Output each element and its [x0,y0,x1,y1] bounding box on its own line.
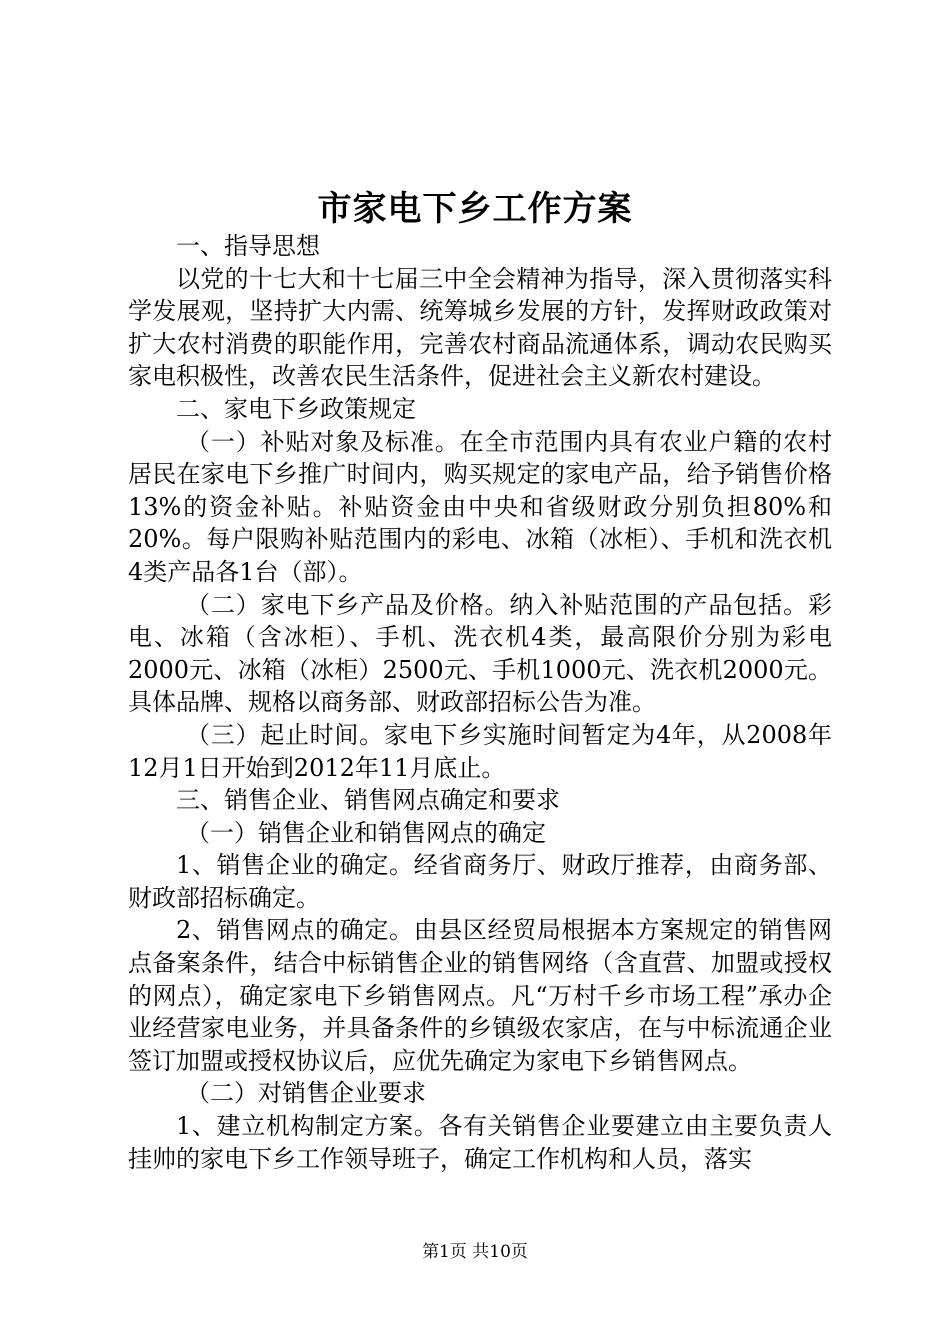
subheading-determination: （一）销售企业和销售网点的确定 [186,818,546,847]
paragraph-organization: 1、建立机构制定方案。各有关销售企业要建立由主要负责人挂帅的家电下乡工作领导班子，确定工作机构和人员，落实 [128,1112,832,1173]
paragraph-outlet-determination: 2、销售网点的确定。由县区经贸局根据本方案规定的销售网点备案条件，结合中标销售企业的销售网络（含直营、加盟或授权的网点），确定家电下乡销售网点。凡“万村千乡市场工程”承办企业经营家电业务，并具备条件的乡镇级农家店，在与中标流通企业签订加盟或授权协议后，应优先确定为家电下乡销售网点。 [128,916,832,1075]
section-heading-2: 二、家电下乡政策规定 [176,394,416,423]
section-heading-1: 一、指导思想 [176,232,320,260]
section-heading-3: 三、销售企业、销售网点确定和要求 [176,786,560,815]
paragraph-subsidy: （一）补贴对象及标准。在全市范围内具有农业户籍的农村居民在家电下乡推广时间内，购买规定的家电产品，给予销售价格13%的资金补贴。补贴资金由中央和省级财政分别负担80%和20%。每户限购补贴范围内的彩电、冰箱（冰柜）、手机和洗衣机4类产品各1台（部）。 [128,427,832,586]
paragraph-enterprise-determination: 1、销售企业的确定。经省商务厅、财政厅推荐，由商务部、财政部招标确定。 [128,851,832,912]
document-title: 市家电下乡工作方案 [317,189,633,229]
subheading-requirements: （二）对销售企业要求 [186,1079,426,1108]
paragraph-period: （三）起止时间。家电下乡实施时间暂定为4年，从2008年12月1日开始到2012年11月底止。 [128,720,832,782]
page-footer: 第1页 共10页 [422,1242,528,1262]
paragraph-products-prices: （二）家电下乡产品及价格。纳入补贴范围的产品包括。彩电、冰箱（含冰柜）、手机、洗衣机4类，最高限价分别为彩电2000元、冰箱（冰柜）2500元、手机1000元、洗衣机2000元。具体品牌、规格以商务部、财政部招标公告为准。 [128,590,832,717]
document-body [128,230,832,1175]
paragraph-guiding-thought: 以党的十七大和十七届三中全会精神为指导，深入贯彻落实科学发展观，坚持扩大内需、统筹城乡发展的方针，发挥财政政策对扩大农村消费的职能作用，完善农村商品流通体系，调动农民购买家电积极性，改善农民生活条件，促进社会主义新农村建设。 [128,264,832,391]
